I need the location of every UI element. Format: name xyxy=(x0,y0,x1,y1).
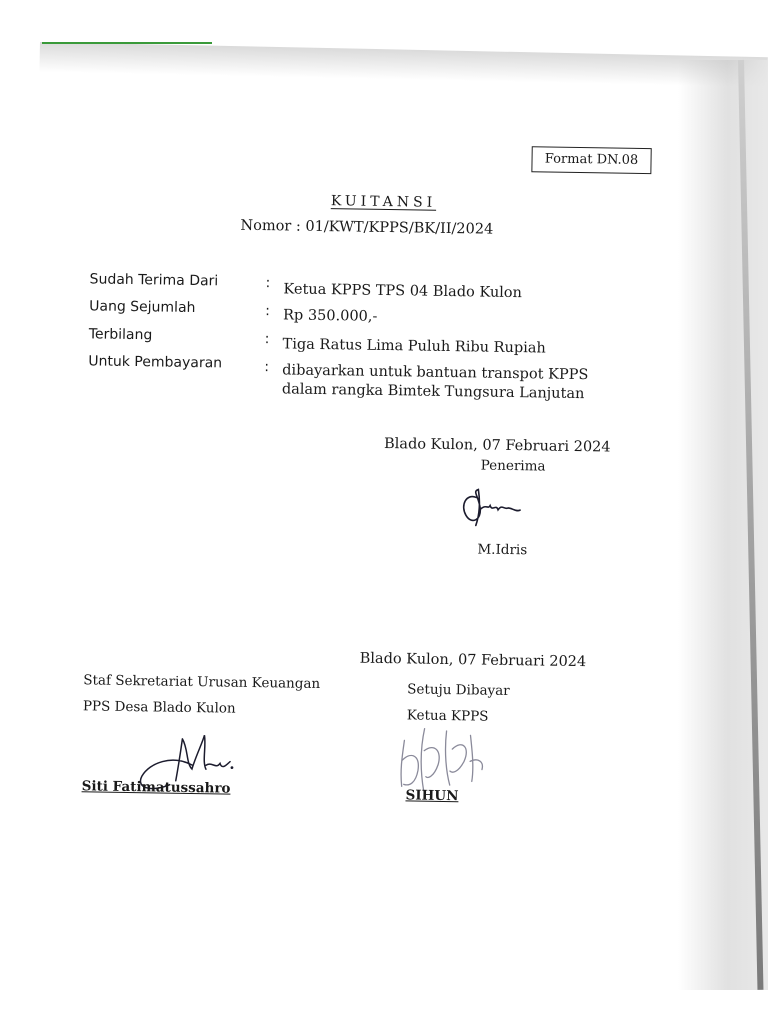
field-label-in-words: Terbilang xyxy=(88,326,153,344)
field-value-purpose-line2: dalam rangka Bimtek Tungsura Lanjutan xyxy=(281,381,585,403)
field-colon: : xyxy=(264,331,270,348)
approver-signature xyxy=(390,720,491,798)
field-label-amount: Uang Sejumlah xyxy=(89,298,196,317)
document-number: Nomor : 01/KWT/KPPS/BK/II/2024 xyxy=(240,217,494,238)
field-colon: : xyxy=(264,359,270,376)
field-colon: : xyxy=(265,303,270,320)
document-title: KUITANSI xyxy=(330,193,437,211)
approver-name: SIHUN xyxy=(405,787,459,805)
field-colon: : xyxy=(265,275,271,292)
field-value-in-words: Tiga Ratus Lima Puluh Ribu Rupiah xyxy=(282,336,546,357)
approver-place-date: Blado Kulon, 07 Februari 2024 xyxy=(359,650,587,671)
staff-role-line2: PPS Desa Blado Kulon xyxy=(82,698,236,717)
receiver-place-date: Blado Kulon, 07 Februari 2024 xyxy=(383,435,611,456)
field-value-received-from: Ketua KPPS TPS 04 Blado Kulon xyxy=(283,281,523,302)
field-value-amount: Rp 350.000,- xyxy=(282,307,378,325)
field-label-purpose: Untuk Pembayaran xyxy=(88,353,223,372)
staff-role-line1: Staf Sekretariat Urusan Keuangan xyxy=(83,672,321,693)
receiver-signature xyxy=(458,485,525,532)
field-label-received-from: Sudah Terima Dari xyxy=(89,271,219,290)
receiver-name: M.Idris xyxy=(477,541,528,559)
receiver-role: Penerima xyxy=(480,457,546,475)
staff-name: Siti Fatimatussahro xyxy=(81,778,231,797)
approver-role-line2: Ketua KPPS xyxy=(406,707,489,725)
field-value-purpose: dibayarkan untuk bantuan transpot KPPS xyxy=(282,362,589,384)
approver-role-line1: Setuju Dibayar xyxy=(407,681,510,699)
format-code-box: Format DN.08 xyxy=(531,146,651,174)
